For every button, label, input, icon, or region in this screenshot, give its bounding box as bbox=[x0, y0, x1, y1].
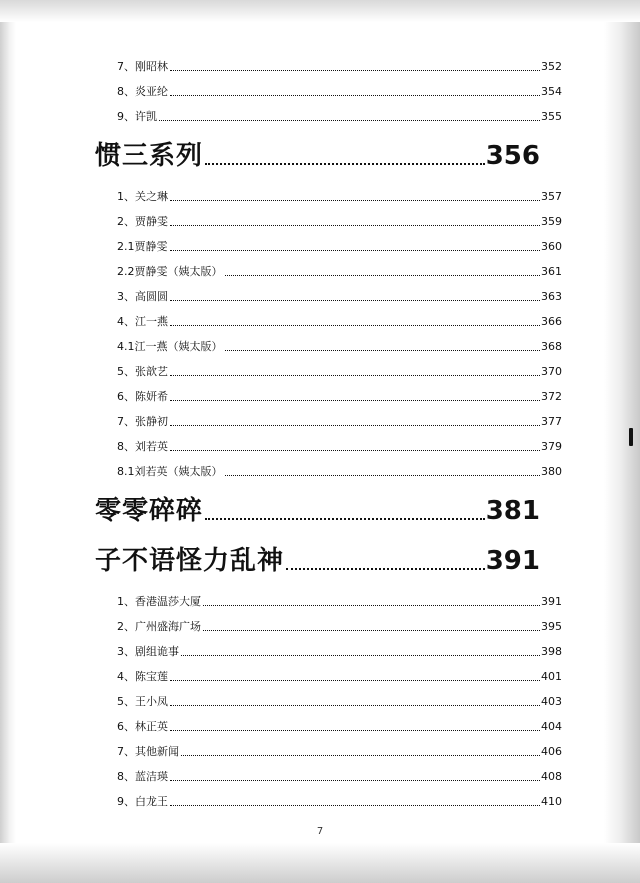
toc-entry-page: 370 bbox=[541, 365, 562, 378]
toc-entry[interactable] bbox=[95, 365, 562, 379]
dot-leader bbox=[181, 654, 540, 656]
toc-entry-label: 7、张静初 bbox=[117, 415, 168, 428]
toc-entry-page: 360 bbox=[541, 240, 562, 253]
toc-entry-label: 9、许凯 bbox=[117, 110, 157, 123]
dot-leader bbox=[159, 119, 540, 121]
toc-heading-label: 惯三系列 bbox=[95, 141, 204, 171]
dot-leader bbox=[203, 604, 540, 606]
toc-entry[interactable] bbox=[95, 645, 562, 659]
page-number: 7 bbox=[316, 826, 324, 837]
toc-entry-label: 1、关之琳 bbox=[117, 190, 168, 203]
toc-entry-label: 8.1刘若英（姨太版） bbox=[117, 465, 223, 478]
toc-entry[interactable] bbox=[95, 340, 562, 354]
dot-leader bbox=[170, 69, 540, 71]
toc-entry-label: 6、林正英 bbox=[117, 720, 168, 733]
toc-entry[interactable] bbox=[95, 670, 562, 684]
dot-leader bbox=[181, 754, 540, 756]
toc-entry[interactable] bbox=[95, 440, 562, 454]
toc-entry[interactable] bbox=[95, 695, 562, 709]
page-edge-shadow-left bbox=[0, 0, 16, 883]
toc-entry[interactable] bbox=[95, 390, 562, 404]
toc-entry[interactable] bbox=[95, 620, 562, 634]
dot-leader bbox=[286, 567, 485, 570]
toc-section-heading[interactable] bbox=[95, 495, 540, 527]
dot-leader bbox=[170, 424, 540, 426]
dot-leader bbox=[170, 779, 540, 781]
dot-leader bbox=[170, 324, 540, 326]
toc-entry-label: 4.1江一燕（姨太版） bbox=[117, 340, 223, 353]
toc-entry-label: 7、其他新闻 bbox=[117, 745, 179, 758]
toc-entry[interactable] bbox=[95, 290, 562, 304]
dot-leader bbox=[170, 249, 541, 251]
toc-heading-label: 子不语怪力乱神 bbox=[95, 546, 285, 576]
dot-leader bbox=[225, 349, 541, 351]
toc-entry-page: 354 bbox=[541, 85, 562, 98]
table-of-contents bbox=[95, 60, 562, 820]
toc-entry-label: 2.2贾静雯（姨太版） bbox=[117, 265, 223, 278]
toc-entry-page: 380 bbox=[541, 465, 562, 478]
dot-leader bbox=[170, 199, 540, 201]
toc-entry[interactable] bbox=[95, 215, 562, 229]
toc-entry-page: 366 bbox=[541, 315, 562, 328]
toc-heading-page: 381 bbox=[485, 496, 540, 526]
dot-leader bbox=[225, 474, 541, 476]
toc-entry-page: 401 bbox=[541, 670, 562, 683]
toc-entry[interactable] bbox=[95, 795, 562, 809]
toc-entry-page: 352 bbox=[541, 60, 562, 73]
toc-entry-page: 361 bbox=[541, 265, 562, 278]
page-edge-shadow-right bbox=[604, 0, 640, 883]
toc-entry-page: 404 bbox=[541, 720, 562, 733]
toc-entry[interactable] bbox=[95, 595, 562, 609]
dot-leader bbox=[170, 729, 540, 731]
toc-entry-label: 8、刘若英 bbox=[117, 440, 168, 453]
toc-entry-page: 357 bbox=[541, 190, 562, 203]
toc-entry[interactable] bbox=[95, 770, 562, 784]
toc-entry-page: 355 bbox=[541, 110, 562, 123]
toc-entry-label: 2.1贾静雯 bbox=[117, 240, 168, 253]
toc-entry-label: 9、白龙王 bbox=[117, 795, 168, 808]
toc-entry[interactable] bbox=[95, 60, 562, 74]
dot-leader bbox=[170, 399, 540, 401]
toc-entry-label: 7、刚昭林 bbox=[117, 60, 168, 73]
toc-entry-label: 5、张歆艺 bbox=[117, 365, 168, 378]
toc-entry-page: 368 bbox=[541, 340, 562, 353]
toc-entry[interactable] bbox=[95, 265, 562, 279]
toc-entry-page: 408 bbox=[541, 770, 562, 783]
toc-entry[interactable] bbox=[95, 110, 562, 124]
toc-heading-label: 零零碎碎 bbox=[95, 496, 204, 526]
dot-leader bbox=[170, 804, 540, 806]
toc-entry-label: 3、剧组诡事 bbox=[117, 645, 179, 658]
dot-leader bbox=[170, 299, 540, 301]
toc-heading-page: 391 bbox=[485, 546, 540, 576]
toc-entry[interactable] bbox=[95, 240, 562, 254]
toc-entry-label: 1、香港温莎大厦 bbox=[117, 595, 201, 608]
toc-section-heading[interactable] bbox=[95, 140, 540, 172]
toc-entry[interactable] bbox=[95, 415, 562, 429]
toc-entry-page: 403 bbox=[541, 695, 562, 708]
toc-entry-label: 2、贾静雯 bbox=[117, 215, 168, 228]
toc-entry-page: 398 bbox=[541, 645, 562, 658]
dot-leader bbox=[170, 374, 540, 376]
toc-entry-label: 5、王小凤 bbox=[117, 695, 168, 708]
toc-entry[interactable] bbox=[95, 190, 562, 204]
dot-leader bbox=[170, 679, 540, 681]
toc-entry-label: 2、广州盛海广场 bbox=[117, 620, 201, 633]
toc-entry[interactable] bbox=[95, 720, 562, 734]
toc-heading-page: 356 bbox=[485, 141, 540, 171]
toc-entry-label: 4、陈宝莲 bbox=[117, 670, 168, 683]
dot-leader bbox=[205, 517, 485, 520]
toc-entry-page: 377 bbox=[541, 415, 562, 428]
toc-entry[interactable] bbox=[95, 85, 562, 99]
toc-entry[interactable] bbox=[95, 315, 562, 329]
dot-leader bbox=[170, 94, 540, 96]
toc-entry[interactable] bbox=[95, 465, 562, 479]
page-edge-shadow-bottom bbox=[0, 843, 640, 883]
page-edge-shadow-top bbox=[0, 0, 640, 22]
dot-leader bbox=[170, 704, 540, 706]
dot-leader bbox=[170, 449, 540, 451]
toc-entry-label: 4、江一燕 bbox=[117, 315, 168, 328]
toc-entry-page: 372 bbox=[541, 390, 562, 403]
toc-entry[interactable] bbox=[95, 745, 562, 759]
dot-leader bbox=[170, 224, 540, 226]
dot-leader bbox=[205, 162, 485, 165]
toc-entry-label: 8、炎亚纶 bbox=[117, 85, 168, 98]
toc-entry-label: 3、高圆圆 bbox=[117, 290, 168, 303]
dot-leader bbox=[225, 274, 541, 276]
toc-entry-page: 406 bbox=[541, 745, 562, 758]
toc-entry-page: 391 bbox=[541, 595, 562, 608]
toc-entry-page: 410 bbox=[541, 795, 562, 808]
toc-entry-page: 363 bbox=[541, 290, 562, 303]
toc-entry-page: 359 bbox=[541, 215, 562, 228]
dot-leader bbox=[203, 629, 540, 631]
page-edge-mark bbox=[629, 428, 633, 446]
toc-entry-label: 8、蓝洁瑛 bbox=[117, 770, 168, 783]
toc-entry-label: 6、陈妍希 bbox=[117, 390, 168, 403]
toc-entry-page: 395 bbox=[541, 620, 562, 633]
toc-section-heading[interactable] bbox=[95, 545, 540, 577]
toc-entry-page: 379 bbox=[541, 440, 562, 453]
